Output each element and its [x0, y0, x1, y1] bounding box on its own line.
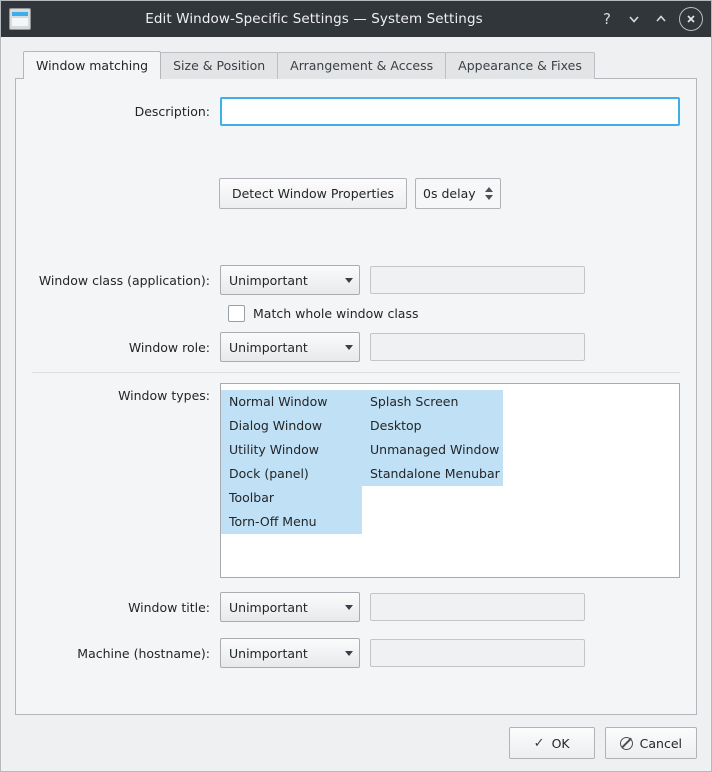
- detect-window-properties-button[interactable]: Detect Window Properties: [219, 178, 407, 209]
- window-class-label: Window class (application):: [38, 272, 210, 288]
- window-title-label: Window title:: [128, 599, 210, 615]
- chevron-down-icon: [345, 278, 353, 283]
- window-title-value-input[interactable]: [370, 593, 585, 621]
- chevron-down-icon: [627, 12, 641, 26]
- window-role-match-combo[interactable]: [220, 332, 360, 362]
- list-item[interactable]: Splash Screen: [362, 390, 503, 414]
- close-icon: [685, 13, 697, 25]
- list-item[interactable]: Dialog Window: [221, 414, 362, 438]
- app-icon: [9, 8, 31, 30]
- chevron-down-icon: [345, 605, 353, 610]
- window-role-match-value: Unimportant: [229, 339, 308, 355]
- window-title-row: [32, 592, 680, 622]
- description-input[interactable]: [220, 97, 680, 126]
- list-item[interactable]: Standalone Menubar: [362, 462, 503, 486]
- window-types-list[interactable]: [220, 383, 680, 578]
- chevron-up-icon: [654, 12, 668, 26]
- minimize-button[interactable]: [621, 6, 647, 32]
- help-button[interactable]: [594, 6, 620, 32]
- match-whole-class-checkbox[interactable]: [228, 305, 245, 322]
- description-row: [32, 97, 680, 126]
- window-role-row: [32, 332, 680, 362]
- titlebar: [1, 1, 711, 37]
- ok-button[interactable]: [509, 727, 595, 759]
- tab-label: Size & Position: [173, 58, 266, 73]
- spinbox-arrows[interactable]: [483, 179, 495, 208]
- list-item[interactable]: Dock (panel): [221, 462, 362, 486]
- machine-value-input[interactable]: [370, 639, 585, 667]
- window-role-label: Window role:: [128, 339, 210, 355]
- caret-down-icon[interactable]: [485, 195, 493, 200]
- tab-label: Arrangement & Access: [290, 58, 434, 73]
- window-types-label: Window types:: [118, 388, 210, 403]
- maximize-button[interactable]: [648, 6, 674, 32]
- machine-label: Machine (hostname):: [77, 645, 210, 661]
- window-class-match-combo[interactable]: [220, 265, 360, 295]
- window-types-column-1: [221, 388, 362, 577]
- match-whole-class-label: Match whole window class: [253, 306, 419, 321]
- section-divider: [32, 372, 680, 373]
- caret-up-icon[interactable]: [485, 187, 493, 192]
- tab-window-matching[interactable]: [23, 51, 161, 79]
- machine-row: [32, 638, 680, 668]
- window-matching-panel: [15, 78, 697, 715]
- description-label: Description:: [134, 104, 210, 119]
- window-types-row: [32, 383, 680, 578]
- window-role-value-input[interactable]: [370, 333, 585, 361]
- window-title-match-combo[interactable]: [220, 592, 360, 622]
- ok-label: OK: [551, 735, 570, 751]
- window-class-match-value: Unimportant: [229, 272, 308, 288]
- list-item[interactable]: Torn-Off Menu: [221, 510, 362, 534]
- cancel-button[interactable]: [605, 727, 697, 759]
- close-button[interactable]: [679, 7, 703, 31]
- match-whole-class-row[interactable]: [228, 305, 680, 322]
- window-class-value-input[interactable]: [370, 266, 585, 294]
- tab-size-position[interactable]: [160, 52, 278, 79]
- tab-arrangement-access[interactable]: [277, 52, 446, 79]
- tab-appearance-fixes[interactable]: [445, 52, 595, 79]
- window-class-row: [32, 265, 680, 295]
- list-item[interactable]: Normal Window: [221, 390, 362, 414]
- window-title: Edit Window-Specific Settings — System Settings: [145, 11, 483, 27]
- help-icon: ?: [603, 10, 611, 28]
- check-icon: ✓: [533, 735, 545, 751]
- tab-bar: [23, 51, 697, 79]
- list-item[interactable]: Unmanaged Window: [362, 438, 503, 462]
- detect-delay-spinbox[interactable]: [415, 178, 501, 209]
- cancel-icon: [620, 737, 633, 750]
- dialog-footer: [1, 715, 711, 771]
- list-item[interactable]: Desktop: [362, 414, 503, 438]
- machine-match-value: Unimportant: [229, 645, 308, 661]
- tab-label: Window matching: [36, 58, 149, 73]
- dialog-body: [1, 37, 711, 715]
- cancel-label: Cancel: [639, 735, 682, 751]
- list-item[interactable]: Utility Window: [221, 438, 362, 462]
- window-types-column-2: [362, 388, 503, 577]
- window-title-match-value: Unimportant: [229, 599, 308, 615]
- chevron-down-icon: [345, 345, 353, 350]
- machine-match-combo[interactable]: [220, 638, 360, 668]
- tab-label: Appearance & Fixes: [458, 58, 582, 73]
- chevron-down-icon: [345, 651, 353, 656]
- list-item[interactable]: Toolbar: [221, 486, 362, 510]
- detect-row: [32, 178, 680, 209]
- detect-delay-value: 0s delay: [423, 186, 476, 201]
